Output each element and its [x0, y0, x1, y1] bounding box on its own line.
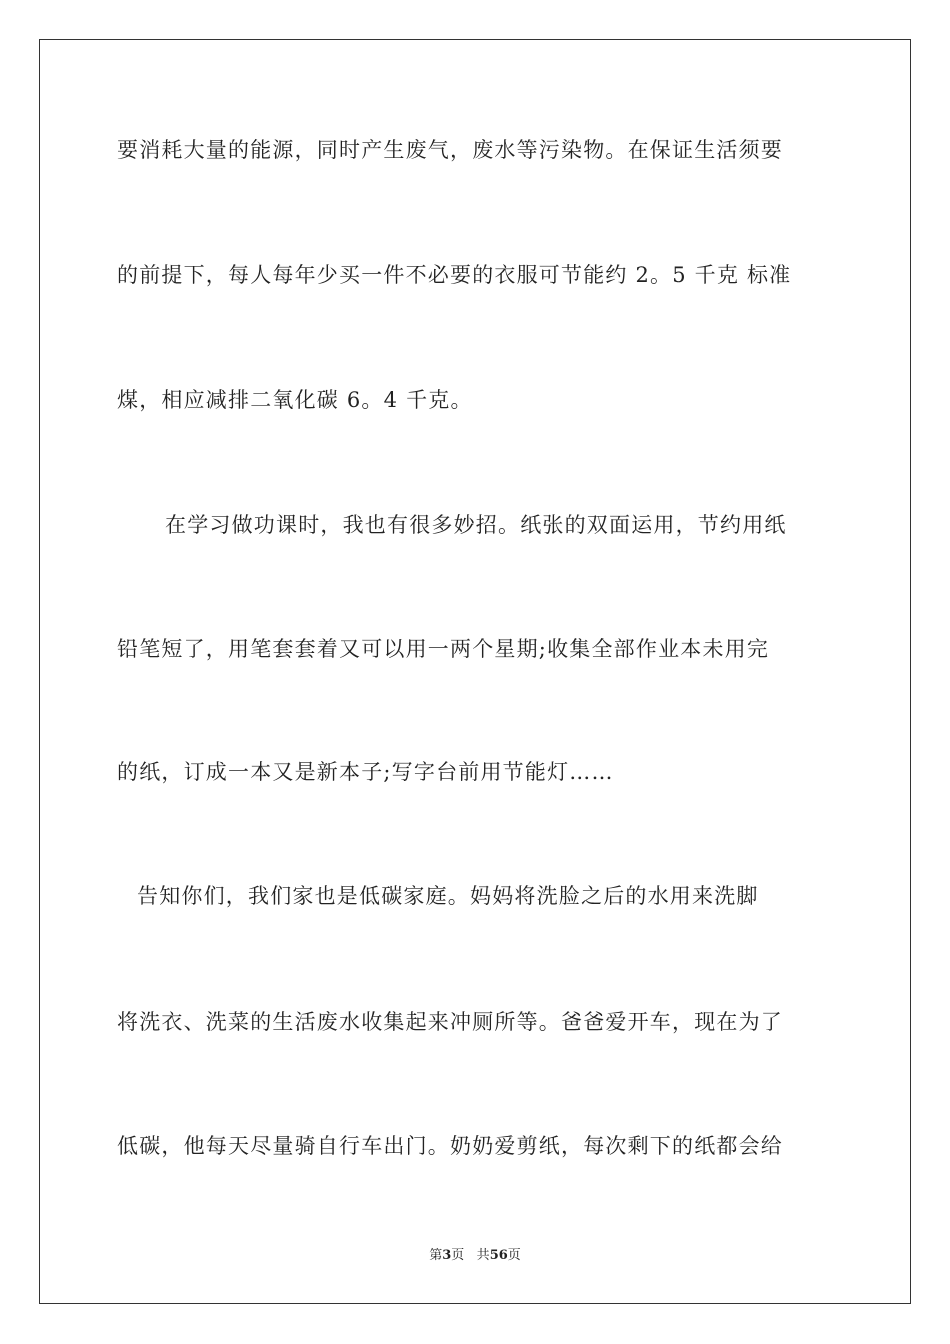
- footer-page-number: 3: [442, 1248, 452, 1263]
- text-line-3: 煤，相应减排二氧化碳 6。4 千克。: [117, 388, 473, 412]
- footer-total-pages: 56: [489, 1248, 508, 1263]
- text-line-1: 要消耗大量的能源，同时产生废气，废水等污染物。在保证生活须要: [117, 138, 783, 162]
- page-border: [39, 39, 911, 1304]
- footer-total-prefix: 共: [476, 1248, 490, 1263]
- footer-prefix: 第: [429, 1248, 443, 1263]
- text-line-9: 低碳，他每天尽量骑自行车出门。奶奶爱剪纸，每次剩下的纸都会给: [117, 1134, 783, 1158]
- footer-page-suffix: 页: [451, 1248, 465, 1263]
- text-line-6: 的纸，订成一本又是新本子;写字台前用节能灯……: [117, 760, 614, 784]
- text-line-8: 将洗衣、洗菜的生活废水收集起来冲厕所等。爸爸爱开车，现在为了: [117, 1010, 783, 1034]
- text-line-5: 铅笔短了，用笔套套着又可以用一两个星期;收集全部作业本未用完: [117, 637, 770, 661]
- text-line-4: 在学习做功课时，我也有很多妙招。纸张的双面运用，节约用纸: [165, 513, 787, 537]
- text-line-2: 的前提下，每人每年少买一件不必要的衣服可节能约 2。5 千克 标准: [117, 263, 792, 287]
- footer-total-suffix: 页: [507, 1248, 521, 1263]
- text-line-7: 告知你们，我们家也是低碳家庭。妈妈将洗脸之后的水用来洗脚: [137, 884, 759, 908]
- page-footer: [0, 1247, 950, 1265]
